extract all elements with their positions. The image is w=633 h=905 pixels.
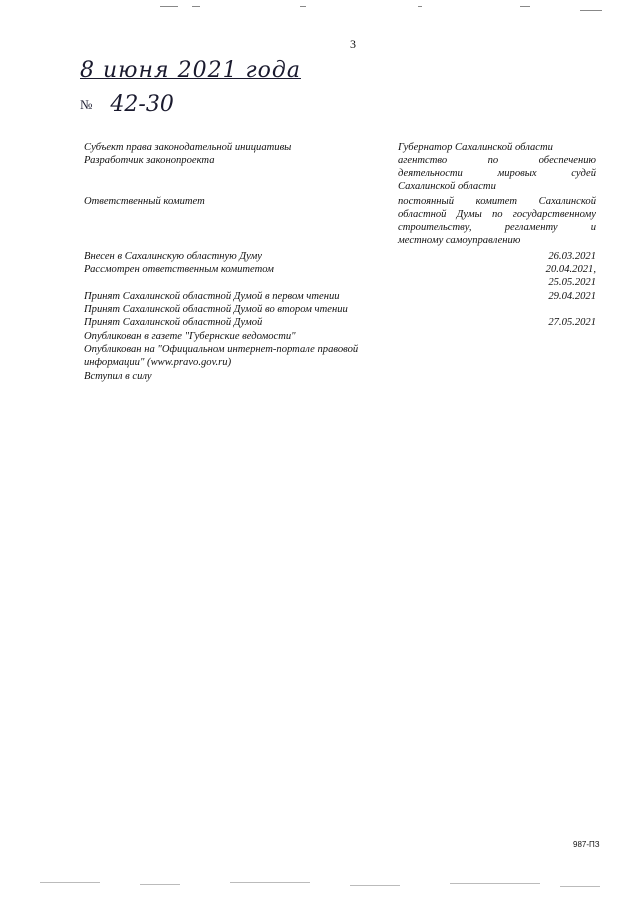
event-label: Принят Сахалинской областной Думой в первом чтении bbox=[84, 291, 340, 302]
event-date: 27.05.2021 bbox=[548, 317, 596, 328]
event-label: Опубликован в газете "Губернские ведомости" bbox=[84, 331, 296, 342]
row-value-committee bbox=[398, 195, 596, 247]
row-value-line: Губернатор Сахалинской области bbox=[398, 142, 553, 153]
event-label: Внесен в Сахалинскую областную Думу bbox=[84, 251, 262, 262]
row-value-line: агентство по обеспечению bbox=[398, 155, 596, 166]
row-value-line: строительству, регламенту и bbox=[398, 222, 596, 233]
handwritten-date bbox=[80, 58, 301, 83]
row-value-line: Сахалинской области bbox=[398, 181, 496, 192]
row-value-line: местному самоуправлению bbox=[398, 235, 521, 246]
page-number: 3 bbox=[350, 37, 356, 51]
event-date: 20.04.2021, bbox=[545, 264, 596, 275]
scan-noise-top bbox=[0, 6, 633, 16]
event-date: 25.05.2021 bbox=[548, 277, 596, 288]
row-label-subject: Субъект права законодательной инициативы bbox=[84, 142, 292, 153]
number-sign: № bbox=[80, 97, 93, 112]
footer-code: 987-ПЗ bbox=[573, 840, 600, 849]
scan-noise-bottom bbox=[0, 880, 633, 890]
handwritten-date-text: 8 июня 2021 года bbox=[80, 58, 301, 83]
event-date: 26.03.2021 bbox=[548, 251, 596, 262]
row-value-developer bbox=[398, 154, 596, 193]
row-value-line: постоянный комитет Сахалинской bbox=[398, 196, 596, 207]
event-label: Рассмотрен ответственным комитетом bbox=[84, 264, 274, 275]
row-value-line: областной Думы по государственному bbox=[398, 209, 596, 220]
event-label: Принят Сахалинской областной Думой bbox=[84, 317, 263, 328]
row-value-subject bbox=[398, 141, 596, 154]
event-label: информации" (www.pravo.gov.ru) bbox=[84, 357, 232, 368]
event-label: Принят Сахалинской областной Думой во втором чтении bbox=[84, 304, 348, 315]
event-label: Опубликован на "Официальном интернет-портале правовой bbox=[84, 344, 359, 355]
row-label-committee: Ответственный комитет bbox=[84, 196, 205, 207]
handwritten-number-text: 42-30 bbox=[110, 92, 174, 117]
row-value-line: деятельности мировых судей bbox=[398, 168, 596, 179]
row-label-developer: Разработчик законопроекта bbox=[84, 155, 215, 166]
event-label: Вступил в силу bbox=[84, 371, 152, 382]
event-date: 29.04.2021 bbox=[548, 291, 596, 302]
handwritten-number bbox=[80, 92, 174, 117]
